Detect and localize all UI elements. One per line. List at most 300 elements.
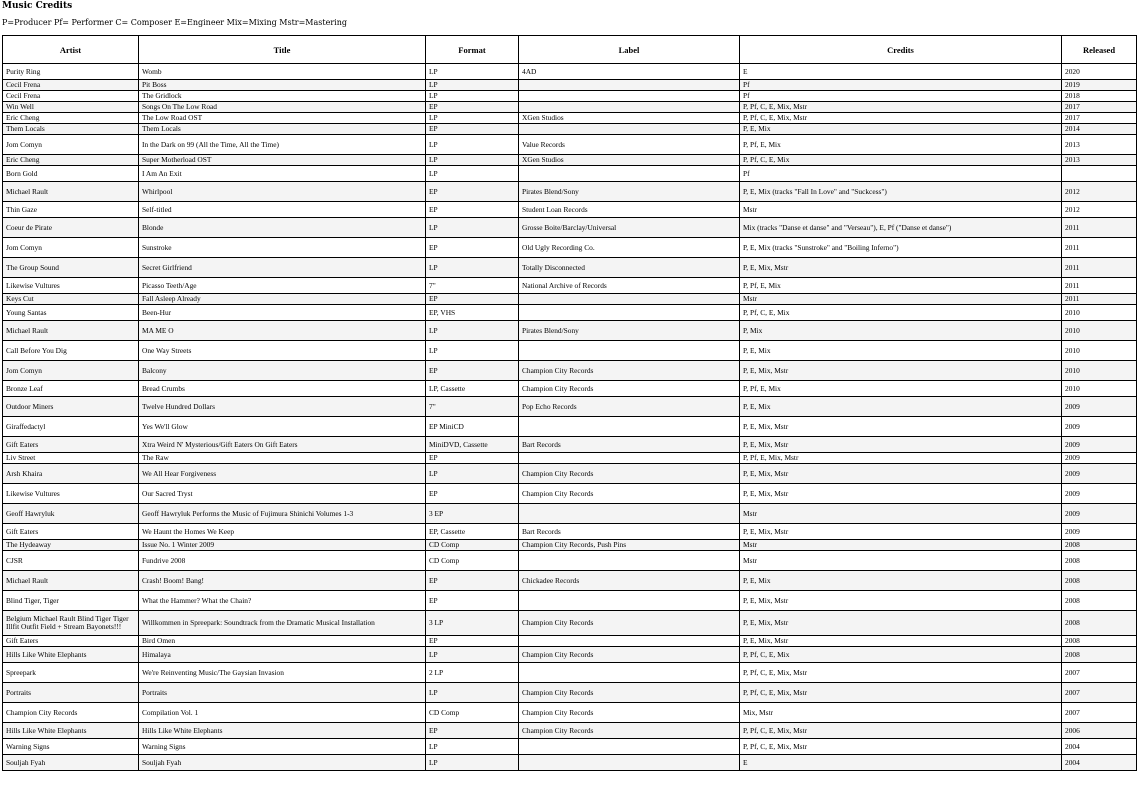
cell-format: LP [426,91,519,102]
cell-artist: Bronze Leaf [3,381,139,397]
cell-credits: Mstr [740,540,1062,551]
cell-label: Grosse Boite/Barclay/Universal [519,218,740,238]
cell-title: Bread Crumbs [139,381,426,397]
cell-label: Bart Records [519,437,740,453]
cell-title: Been-Hur [139,305,426,321]
table-row [3,540,1137,551]
table-row [3,755,1137,771]
cell-title: One Way Streets [139,341,426,361]
cell-released: 2008 [1062,647,1137,663]
cell-format: LP [426,155,519,166]
cell-released: 2012 [1062,202,1137,218]
cell-released: 2004 [1062,739,1137,755]
cell-format: EP [426,294,519,305]
cell-format: LP [426,166,519,182]
cell-title: Warning Signs [139,739,426,755]
cell-label: Champion City Records [519,647,740,663]
cell-credits: P, Pf, C, E, Mix, Mstr [740,723,1062,739]
cell-title: Twelve Hundred Dollars [139,397,426,417]
cell-artist: Eric Cheng [3,113,139,124]
cell-format: 3 LP [426,611,519,636]
table-row [3,524,1137,540]
table-row [3,636,1137,647]
cell-credits: P, E, Mix, Mstr [740,417,1062,437]
cell-label [519,663,740,683]
cell-released: 2008 [1062,571,1137,591]
table-row [3,611,1137,636]
cell-label: Champion City Records [519,464,740,484]
cell-title: Picasso Teeth/Age [139,278,426,294]
cell-label [519,755,740,771]
cell-released: 2009 [1062,524,1137,540]
cell-artist: Geoff Hawryluk [3,504,139,524]
cell-credits: P, Pf, C, E, Mix [740,647,1062,663]
cell-label [519,739,740,755]
cell-label: Champion City Records [519,683,740,703]
table-row [3,166,1137,182]
cell-title: We Haunt the Homes We Keep [139,524,426,540]
cell-released: 2013 [1062,155,1137,166]
cell-artist: Michael Rault [3,571,139,591]
cell-format: EP [426,723,519,739]
table-row [3,102,1137,113]
cell-released: 2010 [1062,361,1137,381]
cell-artist: Keys Cut [3,294,139,305]
cell-released: 2019 [1062,80,1137,91]
cell-format: LP [426,464,519,484]
cell-format: EP [426,484,519,504]
cell-credits: P, Pf, C, E, Mix, Mstr [740,683,1062,703]
cell-label [519,166,740,182]
table-header-row [3,36,1137,64]
cell-title: Issue No. 1 Winter 2009 [139,540,426,551]
cell-label: XGen Studios [519,155,740,166]
cell-label [519,417,740,437]
cell-credits: P, E, Mix [740,124,1062,135]
cell-format: MiniDVD, Cassette [426,437,519,453]
cell-artist: Jom Comyn [3,361,139,381]
cell-credits: P, E, Mix, Mstr [740,636,1062,647]
cell-artist: Gift Eaters [3,524,139,540]
cell-title: The Raw [139,453,426,464]
cell-artist: Likewise Vultures [3,278,139,294]
cell-artist: The Hydeaway [3,540,139,551]
cell-label [519,102,740,113]
cell-released: 2012 [1062,182,1137,202]
cell-credits: P, E, Mix, Mstr [740,524,1062,540]
cell-title: Geoff Hawryluk Performs the Music of Fujimura Shinichi Volumes 1-3 [139,504,426,524]
cell-format: LP, Cassette [426,381,519,397]
table-row [3,417,1137,437]
cell-label: Champion City Records [519,611,740,636]
cell-format: EP, Cassette [426,524,519,540]
cell-title: We're Reinventing Music/The Gaysian Invasion [139,663,426,683]
cell-title: Pit Boss [139,80,426,91]
cell-artist: Born Gold [3,166,139,182]
cell-released: 2010 [1062,321,1137,341]
cell-credits: Mix, Mstr [740,703,1062,723]
cell-format: LP [426,258,519,278]
cell-credits: P, E, Mix (tracks "Sunstroke" and "Boiling Inferno") [740,238,1062,258]
cell-format: EP [426,571,519,591]
cell-title: The Gridlock [139,91,426,102]
cell-label: Totally Disconnected [519,258,740,278]
table-row [3,341,1137,361]
table-row [3,683,1137,703]
cell-title: Super Motherload OST [139,155,426,166]
cell-released: 2008 [1062,591,1137,611]
cell-released: 2007 [1062,663,1137,683]
cell-credits: Mstr [740,294,1062,305]
cell-artist: Warning Signs [3,739,139,755]
cell-title: Blonde [139,218,426,238]
cell-label: Chickadee Records [519,571,740,591]
cell-label [519,80,740,91]
cell-format: 7" [426,278,519,294]
cell-credits: E [740,64,1062,80]
table-row [3,202,1137,218]
credits-legend: P=Producer Pf= Performer C= Composer E=Engineer Mix=Mixing Mstr=Mastering [2,18,347,27]
cell-format: CD Comp [426,551,519,571]
cell-title: Fall Asleep Already [139,294,426,305]
cell-label: Pop Echo Records [519,397,740,417]
cell-label [519,551,740,571]
table-row [3,321,1137,341]
table-row [3,258,1137,278]
cell-credits: Pf [740,80,1062,91]
cell-title: Yes We'll Glow [139,417,426,437]
cell-format: LP [426,739,519,755]
table-row [3,64,1137,80]
cell-title: The Low Road OST [139,113,426,124]
cell-artist: Win Well [3,102,139,113]
cell-released: 2011 [1062,238,1137,258]
cell-released: 2018 [1062,91,1137,102]
cell-title: We All Hear Forgiveness [139,464,426,484]
cell-released: 2009 [1062,437,1137,453]
cell-format: LP [426,321,519,341]
cell-label [519,636,740,647]
cell-credits: Pf [740,166,1062,182]
cell-label: XGen Studios [519,113,740,124]
cell-artist: Coeur de Pirate [3,218,139,238]
cell-credits: P, Pf, C, E, Mix [740,155,1062,166]
page-title: Music Credits [2,1,73,11]
cell-format: EP MiniCD [426,417,519,437]
table-row [3,437,1137,453]
cell-artist: Cecil Frena [3,91,139,102]
cell-artist: CJSR [3,551,139,571]
cell-artist: Belgium Michael Rault Blind Tiger Tiger Illfit Outfit Field + Stream Bayonets!!! [3,611,139,636]
cell-credits: P, Pf, C, E, Mix, Mstr [740,102,1062,113]
cell-format: LP [426,80,519,91]
cell-label [519,504,740,524]
cell-format: LP [426,647,519,663]
cell-released: 2009 [1062,484,1137,504]
cell-artist: Eric Cheng [3,155,139,166]
cell-released: 2009 [1062,453,1137,464]
cell-released: 2007 [1062,703,1137,723]
cell-released: 2004 [1062,755,1137,771]
cell-artist: Them Locals [3,124,139,135]
table-row [3,182,1137,202]
cell-credits: P, Pf, C, E, Mix, Mstr [740,113,1062,124]
cell-title: Xtra Weird N' Mysterious/Gift Eaters On Gift Eaters [139,437,426,453]
cell-credits: P, E, Mix, Mstr [740,591,1062,611]
cell-title: Compilation Vol. 1 [139,703,426,723]
cell-released: 2008 [1062,551,1137,571]
table-row [3,739,1137,755]
table-row [3,723,1137,739]
cell-label: Pirates Blend/Sony [519,321,740,341]
cell-label: Pirates Blend/Sony [519,182,740,202]
table-row [3,238,1137,258]
table-row [3,361,1137,381]
cell-credits: P, Pf, C, E, Mix [740,305,1062,321]
cell-format: 2 LP [426,663,519,683]
cell-released: 2009 [1062,464,1137,484]
cell-artist: Gift Eaters [3,636,139,647]
cell-label: Champion City Records [519,703,740,723]
cell-label [519,294,740,305]
cell-credits: Pf [740,91,1062,102]
table-row [3,80,1137,91]
cell-label: Bart Records [519,524,740,540]
cell-credits: Mstr [740,202,1062,218]
cell-format: LP [426,135,519,155]
column-header-label: Label [519,36,740,64]
cell-artist: Outdoor Miners [3,397,139,417]
table-row [3,397,1137,417]
cell-format: EP [426,182,519,202]
cell-title: MA ME O [139,321,426,341]
cell-credits: P, E, Mix, Mstr [740,361,1062,381]
table-row [3,155,1137,166]
cell-artist: Thin Gaze [3,202,139,218]
cell-released: 2010 [1062,305,1137,321]
cell-title: Self-titled [139,202,426,218]
cell-format: EP [426,202,519,218]
cell-credits: P, E, Mix (tracks "Fall In Love" and "Suckcess") [740,182,1062,202]
cell-title: Secret Girlfriend [139,258,426,278]
cell-released: 2006 [1062,723,1137,739]
cell-format: CD Comp [426,703,519,723]
cell-format: EP [426,238,519,258]
cell-format: LP [426,341,519,361]
cell-label: Old Ugly Recording Co. [519,238,740,258]
cell-artist: Young Santas [3,305,139,321]
cell-credits: P, E, Mix, Mstr [740,437,1062,453]
cell-title: Fundrive 2008 [139,551,426,571]
cell-artist: Likewise Vultures [3,484,139,504]
cell-released: 2009 [1062,417,1137,437]
cell-artist: Purity Ring [3,64,139,80]
cell-format: EP [426,102,519,113]
table-row [3,663,1137,683]
cell-artist: Arsh Khaira [3,464,139,484]
cell-title: Womb [139,64,426,80]
cell-format: 7" [426,397,519,417]
cell-label [519,453,740,464]
cell-credits: Mix (tracks "Danse et danse" and "Verseau"), E, Pf ("Danse et danse") [740,218,1062,238]
cell-label [519,591,740,611]
cell-label [519,91,740,102]
cell-format: LP [426,755,519,771]
cell-format: LP [426,683,519,703]
cell-title: Balcony [139,361,426,381]
cell-title: Songs On The Low Road [139,102,426,113]
cell-credits: Mstr [740,504,1062,524]
table-row [3,591,1137,611]
cell-label [519,124,740,135]
cell-released: 2008 [1062,636,1137,647]
cell-artist: Hills Like White Elephants [3,647,139,663]
cell-title: Our Sacred Tryst [139,484,426,504]
cell-credits: P, Pf, C, E, Mix, Mstr [740,739,1062,755]
table-row [3,381,1137,397]
cell-format: LP [426,218,519,238]
cell-credits: P, E, Mix, Mstr [740,464,1062,484]
table-row [3,305,1137,321]
cell-artist: Call Before You Dig [3,341,139,361]
cell-title: Hills Like White Elephants [139,723,426,739]
cell-title: Souljah Fyah [139,755,426,771]
cell-credits: P, Pf, E, Mix [740,278,1062,294]
cell-credits: P, Pf, C, E, Mix, Mstr [740,663,1062,683]
cell-label: Champion City Records [519,484,740,504]
cell-format: EP, VHS [426,305,519,321]
table-row [3,135,1137,155]
cell-format: EP [426,591,519,611]
cell-format: LP [426,64,519,80]
cell-released: 2014 [1062,124,1137,135]
cell-label: Value Records [519,135,740,155]
cell-credits: P, E, Mix [740,341,1062,361]
cell-released: 2010 [1062,381,1137,397]
column-header-artist: Artist [3,36,139,64]
column-header-format: Format [426,36,519,64]
cell-artist: Jom Comyn [3,238,139,258]
cell-title: Sunstroke [139,238,426,258]
column-header-title: Title [139,36,426,64]
cell-released: 2017 [1062,102,1137,113]
cell-title: In the Dark on 99 (All the Time, All the Time) [139,135,426,155]
cell-label [519,305,740,321]
cell-label: Champion City Records [519,361,740,381]
cell-title: Crash! Boom! Bang! [139,571,426,591]
table-body [3,64,1137,771]
table-row [3,464,1137,484]
table-row [3,504,1137,524]
table-row [3,647,1137,663]
cell-format: 3 EP [426,504,519,524]
cell-credits: P, E, Mix, Mstr [740,484,1062,504]
cell-credits: P, Pf, E, Mix [740,135,1062,155]
cell-artist: Gift Eaters [3,437,139,453]
cell-credits: P, E, Mix [740,397,1062,417]
cell-artist: Portraits [3,683,139,703]
table-row [3,551,1137,571]
cell-title: Portraits [139,683,426,703]
cell-artist: Cecil Frena [3,80,139,91]
table-row [3,294,1137,305]
cell-released: 2011 [1062,278,1137,294]
cell-credits: P, Pf, E, Mix [740,381,1062,397]
cell-released: 2008 [1062,540,1137,551]
cell-credits: P, E, Mix, Mstr [740,611,1062,636]
table-row [3,218,1137,238]
cell-credits: P, Mix [740,321,1062,341]
cell-title: I Am An Exit [139,166,426,182]
cell-released [1062,166,1137,182]
cell-artist: Spreepark [3,663,139,683]
cell-released: 2020 [1062,64,1137,80]
cell-released: 2009 [1062,504,1137,524]
cell-released: 2011 [1062,258,1137,278]
cell-released: 2017 [1062,113,1137,124]
cell-label: Champion City Records, Push Pins [519,540,740,551]
table-row [3,113,1137,124]
cell-format: EP [426,636,519,647]
table-row [3,484,1137,504]
cell-released: 2011 [1062,294,1137,305]
cell-label: Champion City Records [519,381,740,397]
cell-artist: Jom Comyn [3,135,139,155]
cell-credits: P, E, Mix, Mstr [740,258,1062,278]
table-row [3,571,1137,591]
column-header-released: Released [1062,36,1137,64]
cell-released: 2013 [1062,135,1137,155]
cell-label: Champion City Records [519,723,740,739]
cell-credits: E [740,755,1062,771]
column-header-credits: Credits [740,36,1062,64]
cell-title: Himalaya [139,647,426,663]
cell-artist: Liv Street [3,453,139,464]
cell-released: 2010 [1062,341,1137,361]
table-row [3,278,1137,294]
table-row [3,703,1137,723]
cell-title: Willkommen in Spreepark: Soundtrack from the Dramatic Musical Installation [139,611,426,636]
cell-credits: P, Pf, E, Mix, Mstr [740,453,1062,464]
table-row [3,124,1137,135]
cell-title: What the Hammer? What the Chain? [139,591,426,611]
cell-artist: The Group Sound [3,258,139,278]
cell-label [519,341,740,361]
cell-title: Whirlpool [139,182,426,202]
cell-format: EP [426,361,519,381]
cell-credits: P, E, Mix [740,571,1062,591]
cell-artist: Hills Like White Elephants [3,723,139,739]
cell-artist: Michael Rault [3,182,139,202]
cell-artist: Blind Tiger, Tiger [3,591,139,611]
table-row [3,91,1137,102]
cell-label: National Archive of Records [519,278,740,294]
cell-title: Bird Omen [139,636,426,647]
cell-credits: Mstr [740,551,1062,571]
cell-title: Them Locals [139,124,426,135]
cell-format: EP [426,124,519,135]
cell-artist: Giraffedactyl [3,417,139,437]
cell-artist: Michael Rault [3,321,139,341]
credits-table [2,35,1137,771]
cell-label: Student Loan Records [519,202,740,218]
cell-released: 2007 [1062,683,1137,703]
cell-label: 4AD [519,64,740,80]
cell-released: 2009 [1062,397,1137,417]
cell-format: EP [426,453,519,464]
cell-format: CD Comp [426,540,519,551]
cell-artist: Champion City Records [3,703,139,723]
